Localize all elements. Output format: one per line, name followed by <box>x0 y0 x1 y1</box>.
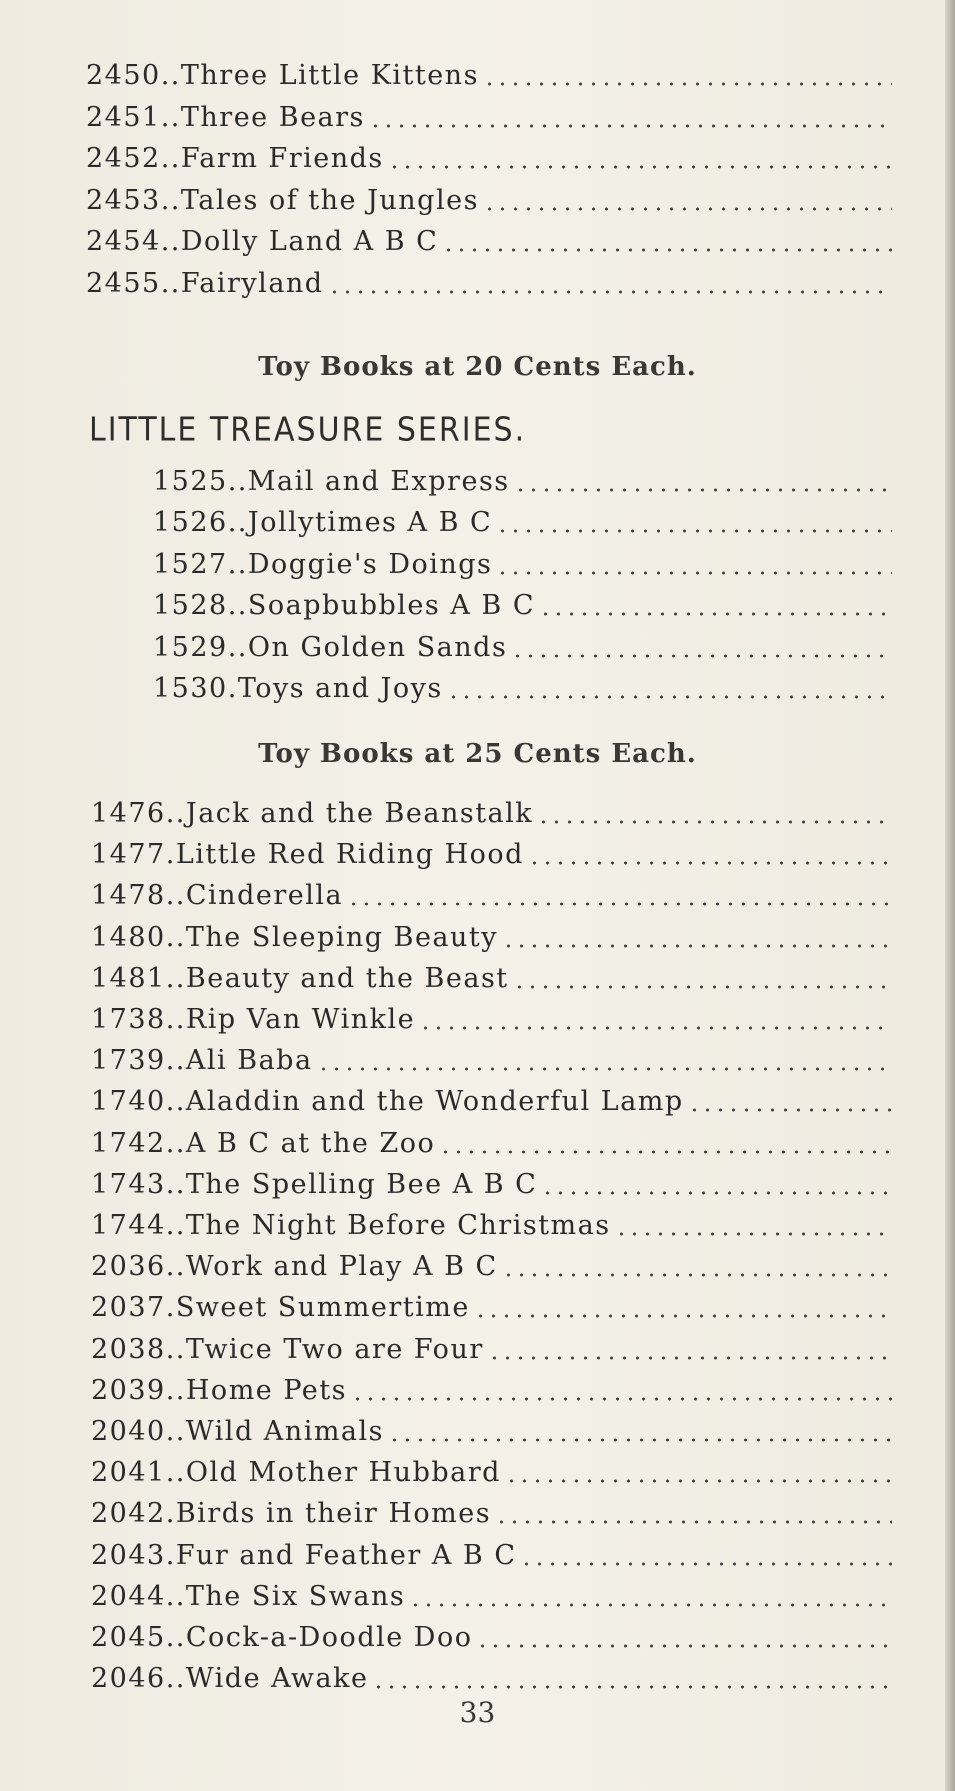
item-number: 1527 <box>153 548 228 580</box>
item-separator: .. <box>160 143 181 175</box>
page-number: 33 <box>459 1696 496 1729</box>
list-item <box>91 1041 892 1081</box>
dot-leader <box>488 1353 892 1363</box>
item-separator: .. <box>160 101 181 133</box>
item-title: Mail and Express <box>247 466 510 497</box>
list-item <box>153 669 892 709</box>
dot-leader <box>520 1559 892 1569</box>
item-title: Toys and Joys <box>237 673 443 704</box>
item-separator: .. <box>227 507 248 539</box>
dot-leader <box>442 245 892 255</box>
list-item <box>91 1082 892 1122</box>
item-number: 2044 <box>91 1580 166 1612</box>
item-separator: .. <box>160 184 181 216</box>
list-item <box>91 1453 892 1493</box>
item-separator: . <box>165 1539 176 1571</box>
section-heading-25-cents: Toy Books at 25 Cents Each. <box>258 739 697 769</box>
item-title: Fairyland <box>180 268 324 299</box>
item-number: 1738 <box>91 1004 166 1035</box>
item-separator: . <box>227 673 238 704</box>
item-number: 2450 <box>86 60 161 91</box>
item-title: Fur and Feather A B C <box>175 1539 517 1571</box>
item-title: Dolly Land A B C <box>180 226 439 258</box>
item-title: Wide Awake <box>185 1663 369 1695</box>
item-title: Tales of the Jungles <box>180 184 479 216</box>
item-number: 1476 <box>91 798 166 829</box>
page-edge <box>945 0 955 1791</box>
item-number: 1530 <box>153 673 228 704</box>
dot-leader <box>541 1188 892 1198</box>
list-item <box>153 503 892 543</box>
item-title: Rip Van Winkle <box>185 1004 416 1035</box>
item-separator: .. <box>160 268 181 299</box>
dot-leader <box>317 1064 892 1074</box>
dot-leader <box>447 692 892 702</box>
item-number: 1481 <box>91 962 166 994</box>
item-separator: .. <box>165 1333 186 1365</box>
list-item <box>153 545 892 585</box>
item-separator: .. <box>165 1622 186 1653</box>
list-item <box>91 1618 892 1658</box>
item-separator: .. <box>160 60 181 91</box>
dot-leader <box>528 858 892 868</box>
item-separator: .. <box>160 226 181 258</box>
item-number: 1740 <box>91 1086 166 1118</box>
item-title: Ali Baba <box>185 1045 313 1077</box>
item-number: 2037 <box>91 1292 166 1324</box>
dot-leader <box>476 1641 892 1651</box>
dot-leader <box>419 1023 892 1033</box>
item-separator: .. <box>165 1251 186 1283</box>
item-number: 2040 <box>91 1416 166 1447</box>
item-separator: .. <box>165 1004 186 1035</box>
item-number: 2452 <box>86 143 161 175</box>
dot-leader <box>372 1682 892 1692</box>
list-item <box>86 139 892 179</box>
item-title: Cinderella <box>185 880 344 912</box>
item-number: 1529 <box>153 631 228 663</box>
dot-leader <box>502 941 892 951</box>
dot-leader <box>513 982 892 992</box>
dot-leader <box>496 568 892 578</box>
item-number: 1528 <box>153 590 228 622</box>
item-separator: .. <box>165 1127 186 1159</box>
list-item <box>91 1412 892 1452</box>
item-title: Home Pets <box>185 1374 347 1406</box>
list-item <box>91 1124 892 1164</box>
item-title: The Six Swans <box>185 1580 406 1612</box>
dot-leader <box>351 1394 892 1404</box>
item-separator: .. <box>227 590 248 622</box>
dot-leader <box>328 287 892 297</box>
dot-leader <box>347 899 892 909</box>
dot-leader <box>495 1517 892 1527</box>
item-title: Old Mother Hubbard <box>185 1457 501 1489</box>
dot-leader <box>537 817 892 827</box>
item-title: Sweet Summertime <box>175 1292 470 1324</box>
item-number: 1742 <box>91 1127 166 1159</box>
item-separator: .. <box>165 921 186 953</box>
item-number: 2453 <box>86 184 161 216</box>
item-separator: .. <box>165 1663 186 1695</box>
list-item <box>91 835 892 875</box>
item-title: Three Little Kittens <box>180 60 479 91</box>
item-separator: .. <box>165 880 186 912</box>
item-separator: .. <box>165 1210 186 1241</box>
item-separator: . <box>165 1498 176 1530</box>
dot-leader <box>388 1435 892 1445</box>
item-separator: .. <box>165 1374 186 1406</box>
dot-leader <box>505 1476 892 1486</box>
dot-leader <box>409 1600 892 1610</box>
item-title: Little Red Riding Hood <box>175 839 524 871</box>
item-title: Jack and the Beanstalk <box>185 798 534 829</box>
dot-leader <box>439 1147 892 1157</box>
list-item <box>91 876 892 916</box>
list-item <box>153 462 892 502</box>
item-number: 1480 <box>91 921 166 953</box>
item-title: Wild Animals <box>185 1416 385 1447</box>
series-title: LITTLE TREASURE SERIES. <box>89 411 527 450</box>
item-number: 2036 <box>91 1251 166 1283</box>
item-number: 2045 <box>91 1622 166 1653</box>
item-title: On Golden Sands <box>247 631 508 663</box>
list-item <box>91 1000 892 1040</box>
list-item <box>91 1659 892 1699</box>
item-title: Cock-a-Doodle Doo <box>185 1622 473 1653</box>
item-title: Soapbubbles A B C <box>247 590 535 622</box>
item-separator: . <box>165 839 176 871</box>
item-title: A B C at the Zoo <box>185 1127 436 1159</box>
item-title: Aladdin and the Wonderful Lamp <box>185 1086 684 1118</box>
list-item <box>153 586 892 626</box>
list-item <box>91 794 892 834</box>
item-number: 2451 <box>86 101 161 133</box>
item-title: The Sleeping Beauty <box>185 921 499 953</box>
item-number: 2043 <box>91 1539 166 1571</box>
item-separator: .. <box>165 1580 186 1612</box>
item-number: 2042 <box>91 1498 166 1530</box>
dot-leader <box>474 1311 892 1321</box>
list-item <box>91 1247 892 1287</box>
item-title: The Spelling Bee A B C <box>185 1168 538 1200</box>
item-separator: .. <box>165 798 186 829</box>
item-title: Jollytimes A B C <box>247 507 493 539</box>
dot-leader <box>615 1229 892 1239</box>
list-item <box>91 1371 892 1411</box>
item-number: 1526 <box>153 507 228 539</box>
list-item <box>153 628 892 668</box>
dot-leader <box>688 1105 892 1115</box>
item-title: The Night Before Christmas <box>185 1210 611 1241</box>
item-title: Twice Two are Four <box>185 1333 484 1365</box>
item-separator: .. <box>227 548 248 580</box>
item-separator: .. <box>165 1086 186 1118</box>
item-number: 2046 <box>91 1663 166 1695</box>
item-number: 2455 <box>86 268 161 299</box>
item-title: Doggie's Doings <box>247 548 493 580</box>
item-number: 1744 <box>91 1210 166 1241</box>
item-separator: . <box>165 1292 176 1324</box>
list-item <box>91 1494 892 1534</box>
list-item <box>86 56 892 96</box>
item-separator: .. <box>165 1416 186 1447</box>
item-number: 1478 <box>91 880 166 912</box>
item-number: 1743 <box>91 1168 166 1200</box>
item-title: Work and Play A B C <box>185 1251 498 1283</box>
item-separator: .. <box>165 1168 186 1200</box>
dot-leader <box>483 204 892 214</box>
list-item <box>86 222 892 262</box>
list-item <box>91 1165 892 1205</box>
item-number: 2039 <box>91 1374 166 1406</box>
dot-leader <box>514 485 892 495</box>
item-title: Beauty and the Beast <box>185 962 509 994</box>
list-item <box>86 181 892 221</box>
list-item <box>91 1577 892 1617</box>
item-number: 2454 <box>86 226 161 258</box>
list-item <box>86 98 892 138</box>
dot-leader <box>388 162 892 172</box>
list-item <box>91 1536 892 1576</box>
dot-leader <box>502 1270 892 1280</box>
item-title: Farm Friends <box>180 143 384 175</box>
item-title: Birds in their Homes <box>175 1498 492 1530</box>
dot-leader <box>511 651 892 661</box>
item-number: 1739 <box>91 1045 166 1077</box>
item-number: 1477 <box>91 839 166 871</box>
dot-leader <box>369 121 892 131</box>
item-separator: .. <box>165 1045 186 1077</box>
list-item <box>91 918 892 958</box>
item-separator: .. <box>227 631 248 663</box>
list-item <box>91 1288 892 1328</box>
dot-leader <box>496 526 892 536</box>
item-separator: .. <box>227 466 248 497</box>
section-heading-20-cents: Toy Books at 20 Cents Each. <box>258 352 697 382</box>
item-separator: .. <box>165 1457 186 1489</box>
item-separator: .. <box>165 962 186 994</box>
list-item <box>91 1206 892 1246</box>
item-number: 2038 <box>91 1333 166 1365</box>
dot-leader <box>539 609 892 619</box>
list-item <box>91 959 892 999</box>
item-title: Three Bears <box>180 101 365 133</box>
list-item <box>91 1330 892 1370</box>
item-number: 1525 <box>153 466 228 497</box>
item-number: 2041 <box>91 1457 166 1489</box>
dot-leader <box>483 79 892 89</box>
list-item <box>86 264 892 304</box>
